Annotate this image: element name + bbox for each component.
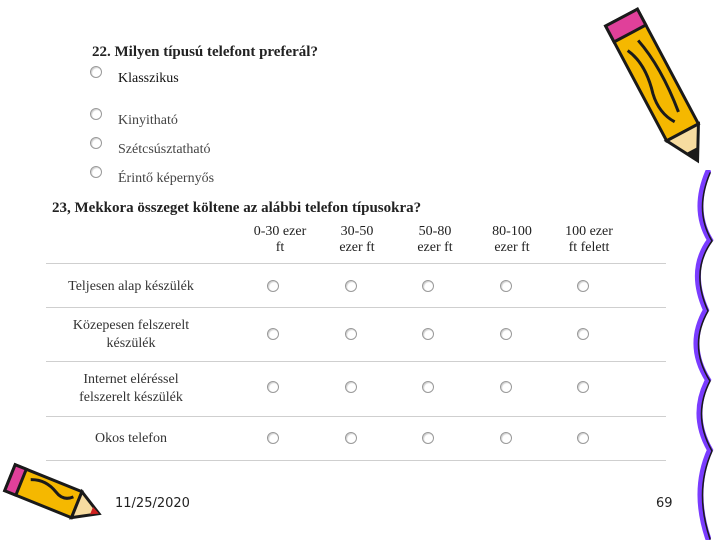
slide-page-number: 69 xyxy=(656,496,673,511)
table-divider xyxy=(46,307,666,308)
column-header-line: ezer ft xyxy=(417,240,453,255)
radio-button[interactable] xyxy=(90,108,102,120)
question-22-title: 22. Milyen típusú telefont preferál? xyxy=(92,44,318,60)
table-divider xyxy=(46,361,666,362)
slide-date: 11/25/2020 xyxy=(115,496,190,511)
column-header-line: ft xyxy=(275,240,285,255)
column-header xyxy=(395,224,475,256)
table-divider xyxy=(46,263,666,264)
radio-button[interactable] xyxy=(422,280,434,292)
radio-button[interactable] xyxy=(422,432,434,444)
row-label-line: Teljesen alap készülék xyxy=(68,279,194,294)
radio-button[interactable] xyxy=(500,381,512,393)
column-header-line: 100 ezer xyxy=(565,224,613,239)
table-divider xyxy=(46,460,666,461)
radio-button[interactable] xyxy=(267,432,279,444)
column-header-line: 0-30 ezer xyxy=(253,224,307,239)
pencil-icon xyxy=(600,0,720,180)
table-divider xyxy=(46,416,666,417)
radio-button[interactable] xyxy=(267,328,279,340)
squiggle-decoration-icon xyxy=(680,170,720,540)
radio-button[interactable] xyxy=(345,381,357,393)
radio-button[interactable] xyxy=(500,328,512,340)
row-label xyxy=(46,430,216,448)
radio-button[interactable] xyxy=(500,432,512,444)
radio-button[interactable] xyxy=(422,381,434,393)
row-label-line: felszerelt készülék xyxy=(79,390,183,405)
column-header xyxy=(549,224,629,256)
row-label-line: készülék xyxy=(106,336,156,351)
row-label-line: Közepesen felszerelt xyxy=(72,318,190,333)
radio-button[interactable] xyxy=(577,381,589,393)
radio-button[interactable] xyxy=(577,280,589,292)
column-header-line: 50-80 xyxy=(418,224,452,239)
column-header-line: 80-100 xyxy=(492,224,532,239)
option-label: Kinyitható xyxy=(118,113,178,128)
option-label: Klasszikus xyxy=(118,71,179,86)
radio-button[interactable] xyxy=(577,432,589,444)
row-label xyxy=(46,278,216,296)
radio-button[interactable] xyxy=(90,166,102,178)
radio-button[interactable] xyxy=(90,66,102,78)
column-header-line: ft felett xyxy=(568,240,610,255)
column-header-line: ezer ft xyxy=(494,240,530,255)
column-header-line: ezer ft xyxy=(339,240,375,255)
radio-button[interactable] xyxy=(577,328,589,340)
column-header xyxy=(240,224,320,256)
radio-button[interactable] xyxy=(267,280,279,292)
pencil-icon xyxy=(0,462,110,532)
column-header-line: 30-50 xyxy=(340,224,374,239)
radio-button[interactable] xyxy=(345,432,357,444)
option-label: Érintő képernyős xyxy=(118,171,215,186)
radio-button[interactable] xyxy=(422,328,434,340)
row-label-line: Okos telefon xyxy=(95,431,167,446)
column-header xyxy=(317,224,397,256)
row-label xyxy=(46,371,216,407)
radio-button[interactable] xyxy=(345,280,357,292)
radio-button[interactable] xyxy=(90,137,102,149)
option-label: Szétcsúsztatható xyxy=(118,142,211,157)
radio-button[interactable] xyxy=(267,381,279,393)
row-label-line: Internet eléréssel xyxy=(83,372,179,387)
row-label xyxy=(46,317,216,353)
question-23-title: 23, Mekkora összeget költene az alábbi telefon típusokra? xyxy=(52,200,422,216)
column-header xyxy=(472,224,552,256)
radio-button[interactable] xyxy=(345,328,357,340)
radio-button[interactable] xyxy=(500,280,512,292)
